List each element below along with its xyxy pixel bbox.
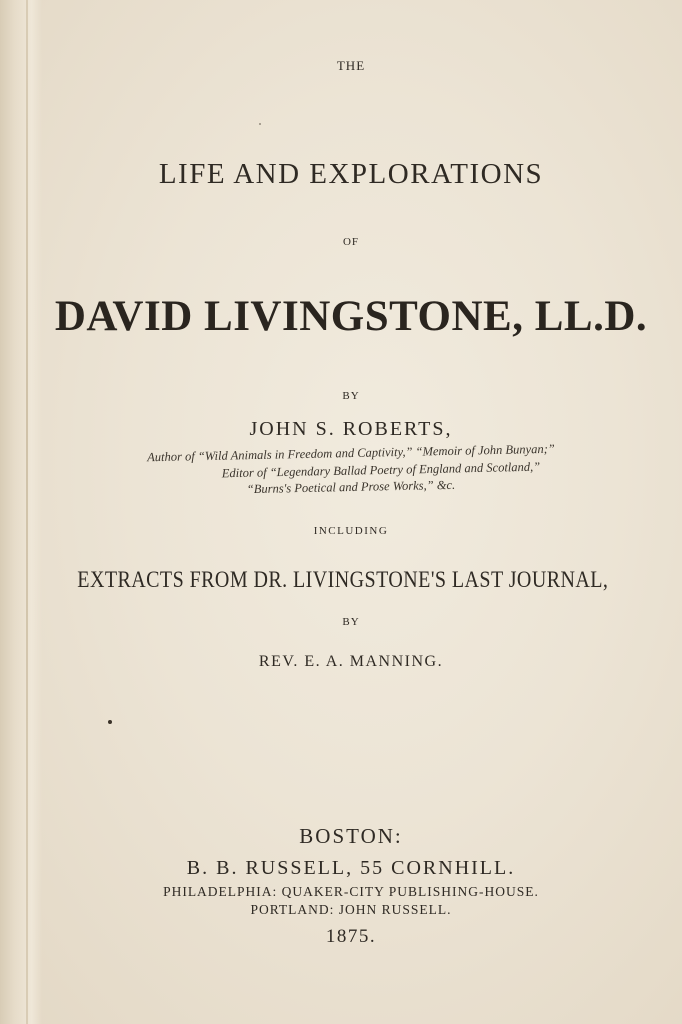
title-connector-of: OF xyxy=(342,236,360,248)
title-prefix: THE xyxy=(336,58,366,73)
imprint-philadelphia: PHILADELPHIA: QUAKER-CITY PUBLISHING-HOUSE. xyxy=(163,884,539,899)
author-credit-line: Author of “Wild Animals in Freedom and Captivity,” “Memoir of John Bunyan;” xyxy=(147,441,555,465)
editor-name: REV. E. A. MANNING. xyxy=(258,653,444,670)
foxing-spot xyxy=(108,720,112,724)
author-name: JOHN S. ROBERTS, xyxy=(249,418,453,440)
author-credit-line: “Burns's Poetical and Prose Works,” &c. xyxy=(246,477,456,497)
author-credit-line: Editor of “Legendary Ballad Poetry of England and Scotland,” xyxy=(221,459,541,481)
editor-byline-label: BY xyxy=(342,616,360,628)
imprint-city: BOSTON: xyxy=(299,824,403,848)
imprint-publisher: B. B. RUSSELL, 55 CORNHILL. xyxy=(186,857,516,879)
imprint-portland: PORTLAND: JOHN RUSSELL. xyxy=(250,902,452,917)
imprint-year: 1875. xyxy=(325,926,377,947)
byline-label: BY xyxy=(342,390,360,402)
foxing-spot xyxy=(259,123,261,125)
including-label: INCLUDING xyxy=(313,525,389,537)
extracts-title: EXTRACTS FROM DR. LIVINGSTONE'S LAST JOURNAL, xyxy=(77,567,609,592)
book-title: LIFE AND EXPLORATIONS xyxy=(158,158,544,190)
subject-name: DAVID LIVINGSTONE, LL.D. xyxy=(54,293,648,340)
